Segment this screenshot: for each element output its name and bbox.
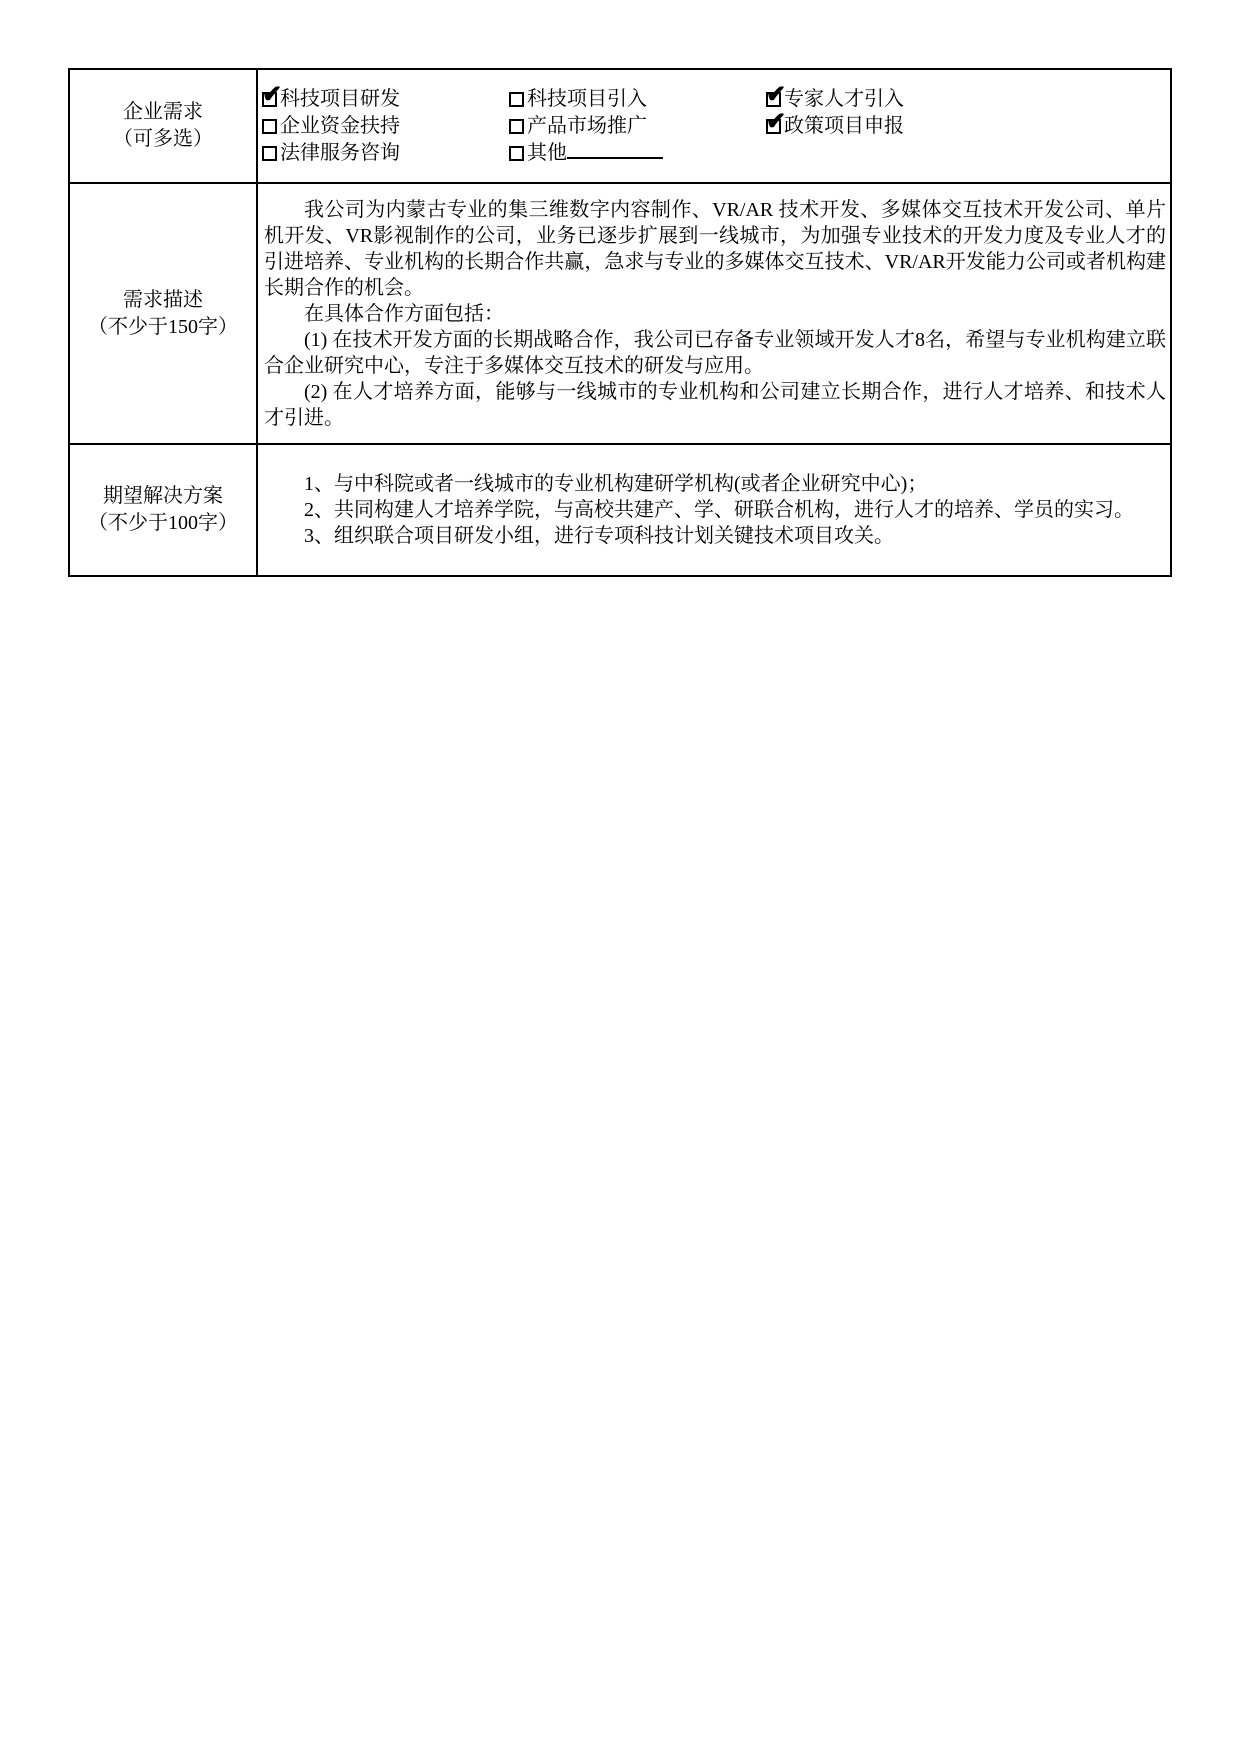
solution-content-cell <box>257 444 1171 576</box>
checkbox-grid <box>258 84 1170 169</box>
checkbox-label: 企业资金扶持 <box>280 114 400 137</box>
description-content-cell <box>257 183 1171 444</box>
description-label-cell <box>69 183 257 444</box>
needs-label-cell <box>69 69 257 183</box>
solution-label-cell <box>69 444 257 576</box>
other-blank-line <box>567 143 663 159</box>
solution-paragraph: 1、与中科院或者一线城市的专业机构建研学机构(或者企业研究中心)； <box>304 473 928 495</box>
checkbox-icon <box>262 119 277 134</box>
checkbox-option <box>509 86 766 113</box>
checkbox-option <box>766 86 1168 113</box>
needs-options-cell <box>257 69 1171 183</box>
description-paragraphs <box>258 193 1170 435</box>
checkbox-option <box>509 113 766 140</box>
checkbox-icon <box>509 92 524 107</box>
checkbox-option <box>262 86 509 113</box>
checkbox-column-3 <box>766 86 1168 167</box>
solution-paragraph: 3、组织联合项目研发小组，进行专项科技计划关键技术项目攻关。 <box>304 525 894 547</box>
checkbox-label: 科技项目研发 <box>280 87 400 110</box>
description-paragraph: 在具体合作方面包括： <box>304 302 504 325</box>
checkbox-option <box>262 113 509 140</box>
description-label-line1: 需求描述 <box>123 288 203 311</box>
requirements-form-table <box>68 68 1172 577</box>
description-paragraph: (1) 在技术开发方面的长期战略合作，我公司已存备专业领域开发人才8名，希望与专业机构建立联合企业研究中心，专注于多媒体交互技术的研发与应用。 <box>264 328 1166 377</box>
checkbox-option <box>766 113 1168 140</box>
checkbox-column-1 <box>262 86 509 167</box>
checkbox-label: 其他 <box>527 141 567 164</box>
checkbox-label: 产品市场推广 <box>527 114 647 137</box>
checkbox-icon <box>509 146 524 161</box>
table-row-solution <box>69 444 1171 576</box>
solution-paragraph: 2、共同构建人才培养学院，与高校共建产、学、研联合机构，进行人才的培养、学员的实习。 <box>304 499 1134 521</box>
checkbox-option <box>509 140 766 167</box>
description-paragraph: (2) 在人才培养方面，能够与一线城市的专业机构和公司建立长期合作，进行人才培养、和技术人才引进。 <box>264 380 1166 429</box>
checkbox-label: 科技项目引入 <box>527 87 647 110</box>
checkbox-icon <box>766 92 781 107</box>
checkbox-option-empty <box>766 140 1168 167</box>
table-row-needs <box>69 69 1171 183</box>
needs-label-line1: 企业需求 <box>123 101 203 123</box>
solution-label-line2: （不少于100字） <box>88 512 238 534</box>
checkbox-label: 专家人才引入 <box>784 87 904 110</box>
solution-label-line1: 期望解决方案 <box>103 485 223 507</box>
checkbox-label: 政策项目申报 <box>784 114 904 137</box>
checkbox-option <box>262 140 509 167</box>
checkbox-icon <box>262 92 277 107</box>
checkbox-icon <box>509 119 524 134</box>
solution-paragraphs <box>258 467 1170 553</box>
checkbox-icon <box>262 146 277 161</box>
needs-label-line2: （可多选） <box>113 128 213 150</box>
description-paragraph: 我公司为内蒙古专业的集三维数字内容制作、VR/AR 技术开发、多媒体交互技术开发公司、单片机开发、VR影视制作的公司，业务已逐步扩展到一线城市，为加强专业技术的开发力度及专业人才的引进培养、专业机构的长期合作共赢，急求与专业的多媒体交互技术、VR/AR开发能力公司或者机构建长期合作的机会。 <box>264 198 1166 299</box>
checkbox-label: 法律服务咨询 <box>280 141 400 164</box>
description-label-line2: （不少于150字） <box>88 315 238 338</box>
table-row-description <box>69 183 1171 444</box>
checkbox-column-2 <box>509 86 766 167</box>
checkbox-icon <box>766 119 781 134</box>
